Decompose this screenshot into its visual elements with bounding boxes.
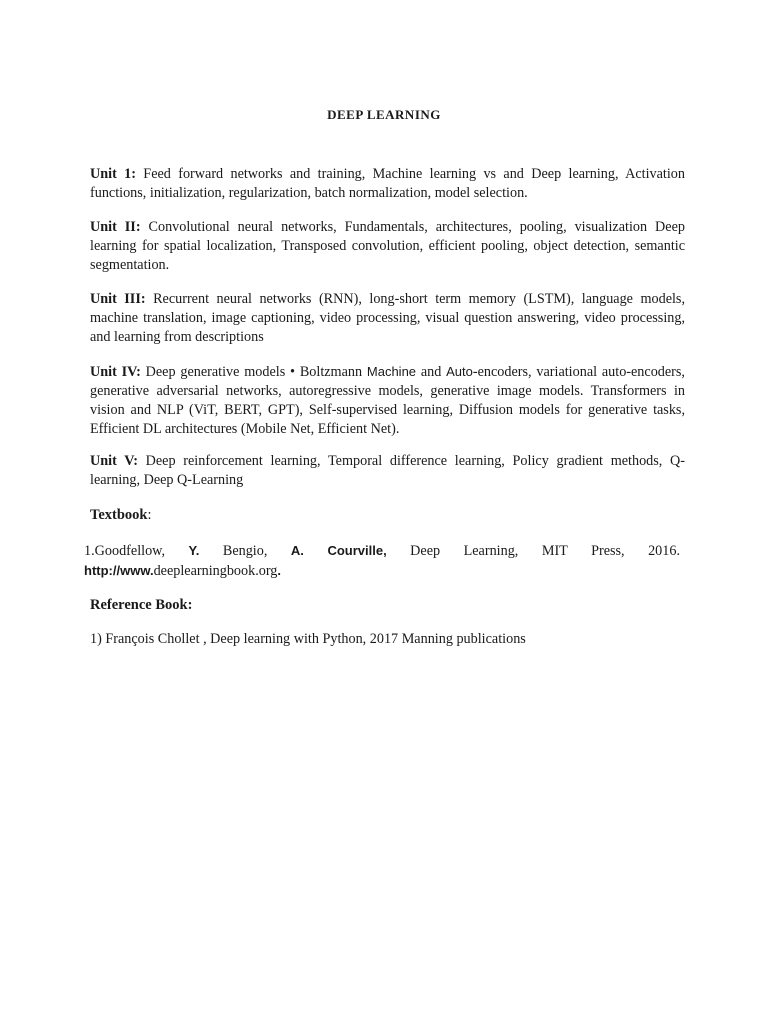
textbook-prefix: 1.Goodfellow, <box>84 543 189 559</box>
textbook-mid: Bengio, <box>199 543 291 559</box>
unit-1-label: Unit 1: <box>90 166 136 182</box>
unit-5-label: Unit V: <box>90 453 138 469</box>
textbook-heading <box>90 507 152 524</box>
textbook-url-part-2: deeplearningbook.org <box>153 563 278 579</box>
unit-4-machine: Machine <box>366 364 417 379</box>
unit-4-text-after: -encoders, variational auto-encoders, generative adversarial networks, autoregressive models, generative image models. Transformers in vision and NLP (ViT, BERT, GPT), Self-supervised learning, Diffusion models for generative tasks, Efficient DL architectures (Mobile Net, Efficient Net). <box>90 364 685 437</box>
unit-3-text: Recurrent neural networks (RNN), long-short term memory (LSTM), language models, machine translation, image captioning, video processing, visual question answering, video processing, and learning from descriptions <box>90 291 685 345</box>
textbook-heading-colon: : <box>147 507 152 523</box>
unit-4-paragraph <box>90 362 685 439</box>
textbook-url-period: . <box>277 563 282 578</box>
unit-4-text-before: Deep generative models • Boltzmann <box>140 364 367 380</box>
textbook-author-3: A. Courville, <box>290 543 387 558</box>
unit-4-and: and <box>416 364 447 380</box>
textbook-rest: Deep Learning, MIT Press, 2016. <box>386 543 680 559</box>
document-title: DEEP LEARNING <box>327 107 441 122</box>
unit-5-text: Deep reinforcement learning, Temporal difference learning, Policy gradient methods, Q-learning, Deep Q-Learning <box>90 453 685 488</box>
unit-3-paragraph <box>90 290 685 347</box>
unit-4-label: Unit IV: <box>90 364 141 380</box>
unit-1-text: Feed forward networks and training, Machine learning vs and Deep learning, Activation functions, initialization, regularization, batch normalization, model selection. <box>90 166 685 201</box>
unit-4-auto: Auto <box>446 364 473 379</box>
unit-2-text: Convolutional neural networks, Fundamentals, architectures, pooling, visualization Deep learning for spatial localization, Transposed convolution, efficient pooling, object detection, semantic segmentation. <box>90 219 685 273</box>
textbook-heading-text: Textbook <box>90 507 148 523</box>
unit-3-label: Unit III: <box>90 291 146 307</box>
textbook-citation <box>84 541 680 581</box>
unit-2-label: Unit II: <box>90 219 141 235</box>
reference-item: 1) François Chollet , Deep learning with Python, 2017 Manning publications <box>90 631 526 647</box>
textbook-url-part-1: http://www. <box>84 563 154 578</box>
unit-5-paragraph <box>90 452 685 490</box>
reference-heading: Reference Book: <box>90 597 193 613</box>
unit-2-paragraph <box>90 218 685 275</box>
unit-1-paragraph <box>90 165 685 203</box>
textbook-author-2: Y. <box>188 543 200 558</box>
